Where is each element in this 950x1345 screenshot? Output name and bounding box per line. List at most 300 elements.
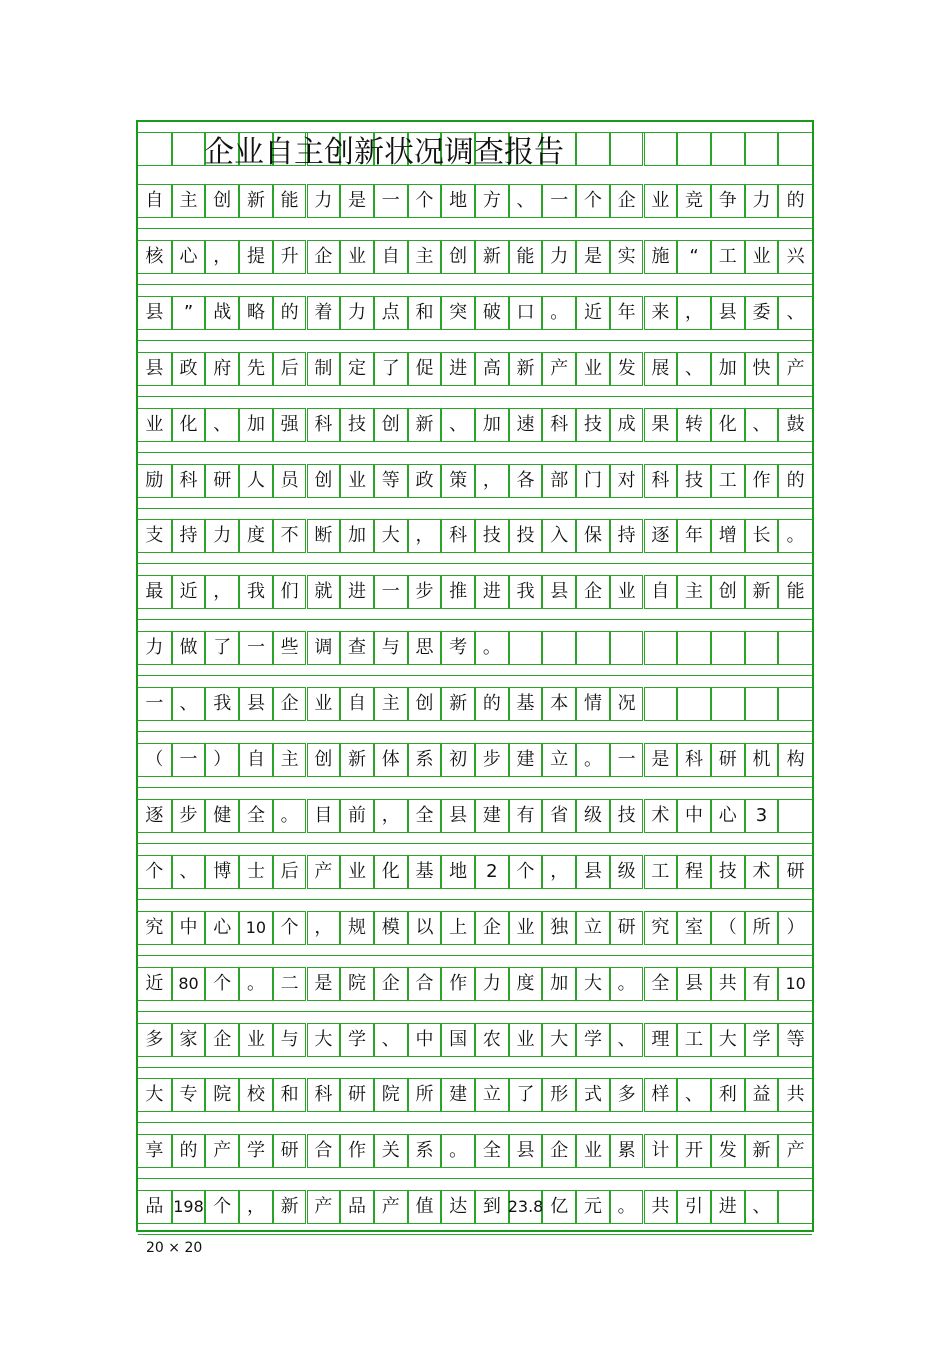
- grid-cell: 大: [307, 1023, 341, 1057]
- grid-cell: 政: [408, 464, 442, 498]
- grid-cell: [576, 631, 610, 665]
- title-grid-cell: [205, 132, 239, 166]
- grid-cell: 产: [307, 855, 341, 889]
- grid-cell: 所: [745, 911, 779, 945]
- grid-cell: [644, 687, 678, 721]
- grid-cell: 查: [340, 631, 374, 665]
- grid-cell: 业: [138, 408, 172, 442]
- grid-cell: 建: [475, 799, 509, 833]
- grid-cell: 速: [509, 408, 543, 442]
- grid-cell: 作: [340, 1134, 374, 1168]
- grid-cell: 快: [745, 352, 779, 386]
- grid-cell: 口: [509, 296, 543, 330]
- grid-cell: 级: [576, 799, 610, 833]
- row-gap-line: [138, 284, 812, 285]
- grid-cell: 共: [644, 1190, 678, 1224]
- grid-cell: 门: [576, 464, 610, 498]
- grid-cell: 计: [644, 1134, 678, 1168]
- grid-cell: 与: [374, 631, 408, 665]
- grid-cell: 各: [509, 464, 543, 498]
- grid-cell: 业: [745, 240, 779, 274]
- grid-cell: 破: [475, 296, 509, 330]
- grid-cell: 业: [340, 464, 374, 498]
- grid-cell: 多: [138, 1023, 172, 1057]
- row-gap-line: [138, 340, 812, 341]
- grid-cell: 业: [509, 1023, 543, 1057]
- grid-cell: 逐: [138, 799, 172, 833]
- grid-cell: 创: [711, 575, 745, 609]
- grid-cell: 技: [475, 519, 509, 553]
- title-row: [138, 132, 812, 166]
- row-gap-line: [138, 396, 812, 397]
- grid-cell: 规: [340, 911, 374, 945]
- grid-cell: 、: [610, 1023, 644, 1057]
- grid-cell: 核: [138, 240, 172, 274]
- grid-cell: 保: [576, 519, 610, 553]
- grid-cell: 中: [408, 1023, 442, 1057]
- grid-cell: 部: [542, 464, 576, 498]
- grid-cell: 成: [610, 408, 644, 442]
- grid-cell: 有: [745, 967, 779, 1001]
- grid-cell: 实: [610, 240, 644, 274]
- title-grid-cell: [644, 132, 678, 166]
- grid-cell: 创: [205, 184, 239, 218]
- grid-cell: 学: [745, 1023, 779, 1057]
- grid-cell: 全: [408, 799, 442, 833]
- grid-cell: 建: [441, 1078, 475, 1112]
- grid-cell: 农: [475, 1023, 509, 1057]
- grid-cell: 基: [509, 687, 543, 721]
- grid-cell: 机: [745, 743, 779, 777]
- grid-cell: 工: [677, 1023, 711, 1057]
- grid-cell: 力: [475, 967, 509, 1001]
- grid-cell: 发: [711, 1134, 745, 1168]
- grid-cell: 大: [576, 967, 610, 1001]
- text-row: [138, 1190, 812, 1224]
- grid-cell: 大: [542, 1023, 576, 1057]
- grid-cell: 产: [205, 1134, 239, 1168]
- grid-cell: 198: [172, 1190, 206, 1224]
- title-grid-cell: [610, 132, 644, 166]
- grid-cell: 究: [644, 911, 678, 945]
- grid-cell: 。: [542, 296, 576, 330]
- row-gap-line: [138, 731, 812, 732]
- text-row: [138, 352, 812, 386]
- grid-cell: 力: [307, 184, 341, 218]
- grid-cell: 励: [138, 464, 172, 498]
- grid-cell: 一: [172, 743, 206, 777]
- grid-cell: ，: [205, 240, 239, 274]
- grid-cell: 以: [408, 911, 442, 945]
- grid-cell: 理: [644, 1023, 678, 1057]
- grid-cell: [711, 687, 745, 721]
- grid-cell: 心: [205, 911, 239, 945]
- grid-cell: 、: [509, 184, 543, 218]
- grid-cell: 个: [138, 855, 172, 889]
- grid-cell: 国: [441, 1023, 475, 1057]
- grid-cell: 省: [542, 799, 576, 833]
- grid-cell: 心: [172, 240, 206, 274]
- grid-cell: 全: [475, 1134, 509, 1168]
- grid-cell: 等: [374, 464, 408, 498]
- grid-cell: 况: [610, 687, 644, 721]
- grid-cell: 目: [307, 799, 341, 833]
- grid-cell: 自: [138, 184, 172, 218]
- grid-cell: 、: [205, 408, 239, 442]
- title-grid-cell: [307, 132, 341, 166]
- grid-cell: 政: [172, 352, 206, 386]
- grid-cell: 品: [138, 1190, 172, 1224]
- grid-cell: 一: [610, 743, 644, 777]
- grid-cell: 步: [172, 799, 206, 833]
- grid-cell: 度: [509, 967, 543, 1001]
- grid-cell: 达: [441, 1190, 475, 1224]
- grid-cell: 力: [138, 631, 172, 665]
- grid-cell: 力: [340, 296, 374, 330]
- grid-cell: 逐: [644, 519, 678, 553]
- grid-cell: 新: [745, 575, 779, 609]
- grid-cell: 县: [711, 296, 745, 330]
- grid-cell: 的: [778, 464, 812, 498]
- grid-cell: 关: [374, 1134, 408, 1168]
- title-grid-cell: [677, 132, 711, 166]
- grid-cell: 自: [374, 240, 408, 274]
- row-gap-line: [138, 1067, 812, 1068]
- grid-cell: 产: [542, 352, 576, 386]
- grid-cell: 个: [205, 1190, 239, 1224]
- grid-cell: 健: [205, 799, 239, 833]
- grid-cell: 技: [677, 464, 711, 498]
- title-grid-cell: [542, 132, 576, 166]
- grid-cell: 来: [644, 296, 678, 330]
- grid-cell: 县: [576, 855, 610, 889]
- grid-cell: 施: [644, 240, 678, 274]
- title-grid-cell: [172, 132, 206, 166]
- grid-cell: 方: [475, 184, 509, 218]
- text-row: [138, 1023, 812, 1057]
- grid-cell: 享: [138, 1134, 172, 1168]
- grid-cell: ，: [475, 464, 509, 498]
- grid-cell: 的: [475, 687, 509, 721]
- grid-cell: 做: [172, 631, 206, 665]
- grid-cell: 加: [475, 408, 509, 442]
- grid-cell: 产: [778, 352, 812, 386]
- grid-cell: 上: [441, 911, 475, 945]
- grid-cell: 能: [778, 575, 812, 609]
- grid-cell: ）: [205, 743, 239, 777]
- grid-cell: 的: [273, 296, 307, 330]
- grid-cell: 能: [273, 184, 307, 218]
- grid-cell: 学: [576, 1023, 610, 1057]
- grid-cell: 力: [205, 519, 239, 553]
- row-gap-line: [138, 1178, 812, 1179]
- grid-cell: 科: [172, 464, 206, 498]
- grid-cell: 高: [475, 352, 509, 386]
- text-row: [138, 408, 812, 442]
- grid-cell: 博: [205, 855, 239, 889]
- grid-cell: 等: [778, 1023, 812, 1057]
- grid-cell: 。: [273, 799, 307, 833]
- grid-cell: 、: [374, 1023, 408, 1057]
- grid-cell: [542, 631, 576, 665]
- grid-cell: 院: [374, 1078, 408, 1112]
- grid-cell: 系: [408, 1134, 442, 1168]
- grid-cell: 院: [340, 967, 374, 1001]
- grid-cell: 县: [441, 799, 475, 833]
- grid-cell: 创: [307, 743, 341, 777]
- title-grid-cell: [138, 132, 172, 166]
- grid-cell: 企: [610, 184, 644, 218]
- grid-cell: 加: [340, 519, 374, 553]
- grid-cell: 个: [408, 184, 442, 218]
- title-grid-cell: [475, 132, 509, 166]
- grid-cell: 县: [509, 1134, 543, 1168]
- grid-cell: 化: [374, 855, 408, 889]
- grid-cell: 构: [778, 743, 812, 777]
- text-row: [138, 1134, 812, 1168]
- grid-cell: 持: [172, 519, 206, 553]
- grid-cell: 一: [542, 184, 576, 218]
- grid-cell: 学: [340, 1023, 374, 1057]
- grid-cell: ，: [307, 911, 341, 945]
- grid-cell: 系: [408, 743, 442, 777]
- grid-cell: 创: [307, 464, 341, 498]
- grid-cell: 科: [307, 408, 341, 442]
- grid-cell: 地: [441, 855, 475, 889]
- grid-cell: 一: [239, 631, 273, 665]
- row-gap-line: [138, 1234, 812, 1235]
- grid-cell: 初: [441, 743, 475, 777]
- grid-cell: 近: [138, 967, 172, 1001]
- row-gap-line: [138, 228, 812, 229]
- grid-cell: 进: [340, 575, 374, 609]
- grid-cell: 产: [778, 1134, 812, 1168]
- grid-cell: [677, 687, 711, 721]
- grid-cell: 作: [745, 464, 779, 498]
- grid-cell: 、: [778, 296, 812, 330]
- grid-cell: 新: [408, 408, 442, 442]
- grid-cell: 值: [408, 1190, 442, 1224]
- grid-cell: 企: [273, 687, 307, 721]
- grid-cell: 校: [239, 1078, 273, 1112]
- grid-cell: 推: [441, 575, 475, 609]
- grid-cell: 技: [610, 799, 644, 833]
- grid-cell: 80: [172, 967, 206, 1001]
- grid-cell: 促: [408, 352, 442, 386]
- grid-cell: 争: [711, 184, 745, 218]
- grid-cell: 业: [239, 1023, 273, 1057]
- grid-cell: 了: [205, 631, 239, 665]
- grid-cell: 和: [408, 296, 442, 330]
- grid-cell: 学: [239, 1134, 273, 1168]
- title-grid-cell: [441, 132, 475, 166]
- grid-cell: 个: [509, 855, 543, 889]
- grid-cell: 创: [441, 240, 475, 274]
- text-row: [138, 296, 812, 330]
- grid-cell: ，: [677, 296, 711, 330]
- grid-cell: 略: [239, 296, 273, 330]
- row-gap-line: [138, 563, 812, 564]
- grid-cell: 企: [307, 240, 341, 274]
- row-gap-line: [138, 843, 812, 844]
- grid-cell: [711, 631, 745, 665]
- grid-cell: 大: [711, 1023, 745, 1057]
- grid-cell: 点: [374, 296, 408, 330]
- grid-cell: 新: [475, 240, 509, 274]
- grid-cell: 、: [745, 408, 779, 442]
- row-gap-line: [138, 787, 812, 788]
- grid-cell: 我: [509, 575, 543, 609]
- grid-cell: 县: [138, 352, 172, 386]
- grid-cell: 最: [138, 575, 172, 609]
- grid-cell: 自: [340, 687, 374, 721]
- grid-cell: 术: [644, 799, 678, 833]
- manuscript-grid-sheet: [136, 120, 814, 1232]
- grid-cell: 力: [745, 184, 779, 218]
- grid-cell: 主: [273, 743, 307, 777]
- grid-cell: 建: [509, 743, 543, 777]
- grid-cell: 发: [610, 352, 644, 386]
- grid-cell: 科: [307, 1078, 341, 1112]
- grid-cell: 业: [576, 1134, 610, 1168]
- grid-cell: 步: [408, 575, 442, 609]
- grid-cell: 主: [677, 575, 711, 609]
- grid-cell: 研: [778, 855, 812, 889]
- grid-cell: 企: [374, 967, 408, 1001]
- grid-cell: 新: [745, 1134, 779, 1168]
- grid-cell: 科: [441, 519, 475, 553]
- grid-cell: 着: [307, 296, 341, 330]
- grid-cell: 不: [273, 519, 307, 553]
- row-gap-line: [138, 452, 812, 453]
- grid-cell: 年: [677, 519, 711, 553]
- grid-cell: 中: [677, 799, 711, 833]
- grid-cell: 思: [408, 631, 442, 665]
- grid-cell: 主: [374, 687, 408, 721]
- grid-cell: [778, 631, 812, 665]
- grid-cell: 技: [711, 855, 745, 889]
- grid-cell: 就: [307, 575, 341, 609]
- grid-cell: 前: [340, 799, 374, 833]
- grid-cell: 3: [745, 799, 779, 833]
- grid-cell: 模: [374, 911, 408, 945]
- grid-cell: 研: [340, 1078, 374, 1112]
- grid-cell: 定: [340, 352, 374, 386]
- text-row: [138, 184, 812, 218]
- text-row: [138, 743, 812, 777]
- grid-cell: ”: [172, 296, 206, 330]
- grid-cell: 化: [711, 408, 745, 442]
- grid-cell: 新: [441, 687, 475, 721]
- grid-cell: 新: [273, 1190, 307, 1224]
- grid-cell: [610, 631, 644, 665]
- grid-cell: [745, 631, 779, 665]
- grid-cell: 元: [576, 1190, 610, 1224]
- grid-cell: 步: [475, 743, 509, 777]
- grid-cell: 是: [307, 967, 341, 1001]
- grid-cell: 创: [374, 408, 408, 442]
- grid-cell: 些: [273, 631, 307, 665]
- grid-cell: 自: [239, 743, 273, 777]
- grid-cell: 府: [205, 352, 239, 386]
- grid-cell: [778, 687, 812, 721]
- grid-cell: 转: [677, 408, 711, 442]
- grid-cell: 士: [239, 855, 273, 889]
- grid-cell: 调: [307, 631, 341, 665]
- grid-cell: 大: [374, 519, 408, 553]
- grid-cell: 。: [441, 1134, 475, 1168]
- grid-cell: 是: [576, 240, 610, 274]
- grid-cell: 能: [509, 240, 543, 274]
- grid-cell: 业: [340, 855, 374, 889]
- grid-cell: 是: [340, 184, 374, 218]
- grid-cell: 长: [745, 519, 779, 553]
- grid-cell: 样: [644, 1078, 678, 1112]
- grid-cell: 。: [239, 967, 273, 1001]
- grid-cell: 业: [340, 240, 374, 274]
- grid-cell: 大: [138, 1078, 172, 1112]
- grid-cell: 。: [475, 631, 509, 665]
- grid-cell: 制: [307, 352, 341, 386]
- grid-cell: 。: [610, 1190, 644, 1224]
- grid-cell: 、: [172, 687, 206, 721]
- grid-cell: 企: [542, 1134, 576, 1168]
- grid-cell: 体: [374, 743, 408, 777]
- grid-cell: 、: [677, 352, 711, 386]
- grid-cell: [509, 631, 543, 665]
- grid-size-label: 20 × 20: [146, 1240, 203, 1256]
- grid-cell: 突: [441, 296, 475, 330]
- grid-cell: 。: [778, 519, 812, 553]
- grid-cell: 的: [172, 1134, 206, 1168]
- grid-cell: 本: [542, 687, 576, 721]
- grid-cell: 10: [778, 967, 812, 1001]
- text-row: [138, 687, 812, 721]
- grid-cell: 一: [138, 687, 172, 721]
- grid-cell: 室: [677, 911, 711, 945]
- grid-cell: 竞: [677, 184, 711, 218]
- grid-cell: 业: [610, 575, 644, 609]
- grid-cell: ，: [205, 575, 239, 609]
- grid-cell: 10: [239, 911, 273, 945]
- grid-cell: 益: [745, 1078, 779, 1112]
- grid-cell: 技: [340, 408, 374, 442]
- grid-cell: 工: [711, 464, 745, 498]
- grid-cell: 持: [610, 519, 644, 553]
- grid-cell: 个: [205, 967, 239, 1001]
- grid-cell: 科: [542, 408, 576, 442]
- grid-cell: 了: [374, 352, 408, 386]
- grid-cell: 战: [205, 296, 239, 330]
- grid-cell: 独: [542, 911, 576, 945]
- grid-cell: 多: [610, 1078, 644, 1112]
- grid-cell: 们: [273, 575, 307, 609]
- grid-cell: 一: [374, 575, 408, 609]
- grid-cell: 、: [441, 408, 475, 442]
- grid-cell: ，: [408, 519, 442, 553]
- grid-cell: 有: [509, 799, 543, 833]
- grid-cell: 支: [138, 519, 172, 553]
- grid-cell: 、: [172, 855, 206, 889]
- grid-cell: 合: [408, 967, 442, 1001]
- grid-cell: 进: [475, 575, 509, 609]
- grid-cell: 引: [677, 1190, 711, 1224]
- grid-cell: 作: [441, 967, 475, 1001]
- grid-cell: 级: [610, 855, 644, 889]
- grid-cell: [644, 631, 678, 665]
- grid-cell: 。: [610, 967, 644, 1001]
- grid-cell: 共: [778, 1078, 812, 1112]
